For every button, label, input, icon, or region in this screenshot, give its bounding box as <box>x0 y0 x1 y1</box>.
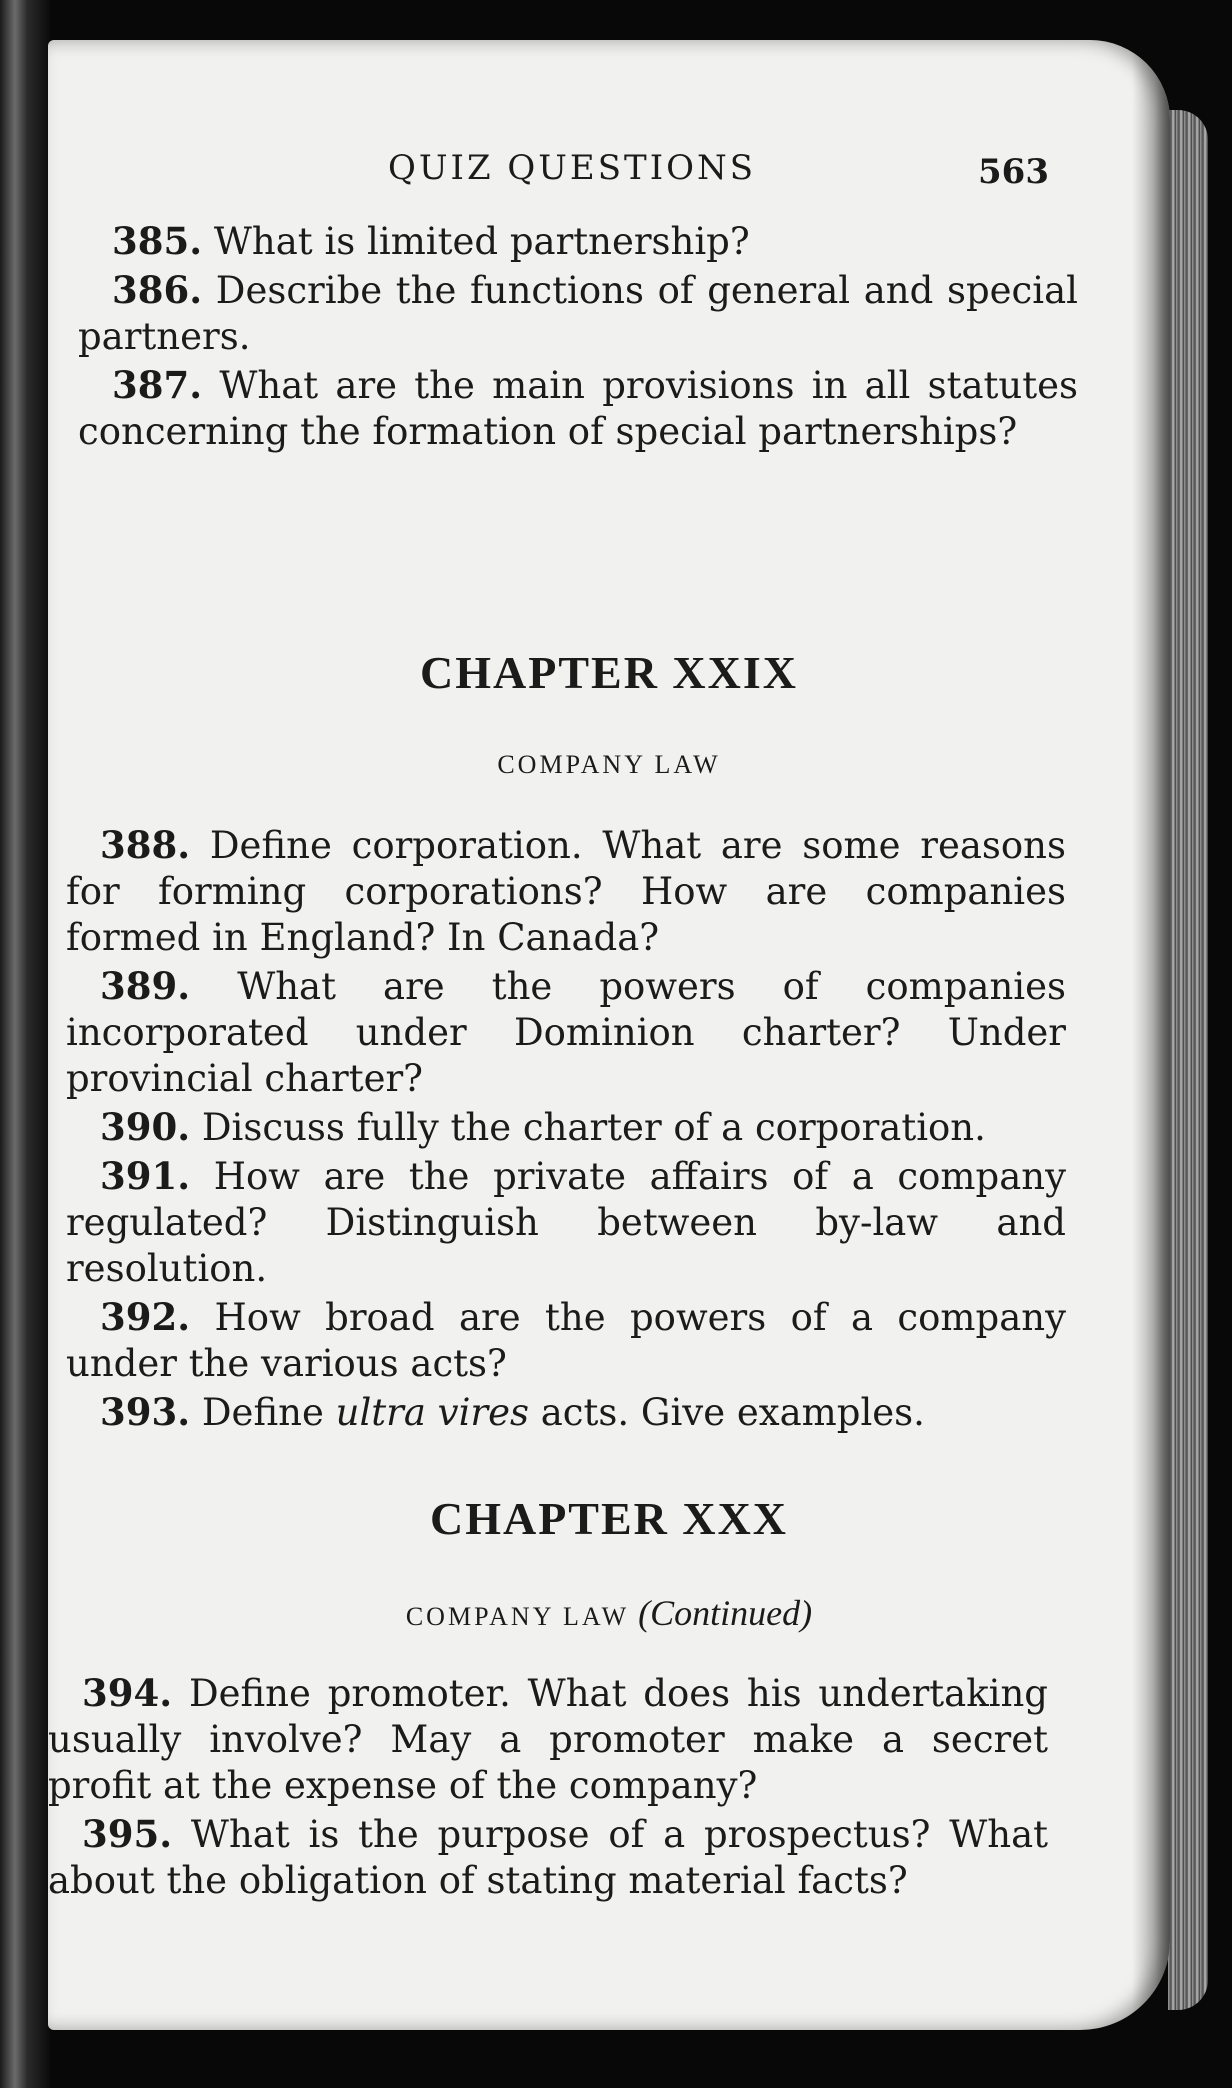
question-385 <box>78 218 1078 265</box>
running-title: QUIZ QUESTIONS <box>388 148 757 188</box>
question-text: Define corporation. What are some reasons for forming corporations? How are companies formed in England? In Canada? <box>66 824 1066 959</box>
page-content <box>48 40 1170 2030</box>
book-page <box>48 40 1170 2030</box>
question-text: What is the purpose of a prospectus? What about the obligation of stating material facts? <box>48 1813 1048 1902</box>
question-393 <box>66 1389 1066 1436</box>
question-text-before: Define <box>201 1391 324 1434</box>
questions-block-partnership <box>78 218 1078 457</box>
question-number: 388. <box>100 823 191 867</box>
page-number: 563 <box>978 152 1049 192</box>
question-387 <box>78 362 1078 455</box>
question-number: 392. <box>100 1295 191 1339</box>
question-number: 394. <box>82 1671 173 1715</box>
question-395 <box>48 1811 1048 1904</box>
question-number: 390. <box>100 1105 191 1149</box>
question-number: 387. <box>112 363 203 407</box>
question-391 <box>66 1153 1066 1292</box>
question-number: 389. <box>100 964 191 1008</box>
question-text: What are the main provisions in all statutes concerning the formation of special partnerships? <box>78 364 1078 453</box>
question-text: How are the private affairs of a company regulated? Distinguish between by-law and resolution. <box>66 1155 1066 1290</box>
question-number: 385. <box>112 219 203 263</box>
question-number: 393. <box>100 1390 191 1434</box>
subheading-title: COMPANY LAW <box>405 1602 629 1631</box>
question-text-after: acts. Give examples. <box>540 1391 925 1434</box>
chapter-subheading-30 <box>48 1592 1170 1634</box>
page-stack-edges <box>1168 110 1208 2010</box>
question-text-italic: ultra vires <box>335 1391 529 1434</box>
question-392 <box>66 1294 1066 1387</box>
question-389 <box>66 963 1066 1102</box>
questions-block-company-law-continued <box>48 1670 1048 1906</box>
question-text: Define promoter. What does his undertaking usually involve? May a promoter make a secret profit at the expense of the company? <box>48 1672 1048 1807</box>
running-head <box>48 148 1170 208</box>
chapter-subheading-29: COMPANY LAW <box>497 750 721 779</box>
question-text: Describe the functions of general and special partners. <box>78 269 1078 358</box>
subheading-continued: (Continued) <box>638 1593 813 1633</box>
question-number: 395. <box>82 1812 173 1856</box>
question-388 <box>66 822 1066 961</box>
chapter-heading-30: CHAPTER XXX <box>429 1493 789 1544</box>
question-394 <box>48 1670 1048 1809</box>
question-text: Discuss fully the charter of a corporation. <box>201 1106 986 1149</box>
chapter-heading-29: CHAPTER XXIX <box>420 647 798 698</box>
question-386 <box>78 267 1078 360</box>
question-text: What are the powers of companies incorporated under Dominion charter? Under provincial charter? <box>66 965 1066 1100</box>
question-number: 386. <box>112 268 203 312</box>
question-390 <box>66 1104 1066 1151</box>
question-text: How broad are the powers of a company under the various acts? <box>66 1296 1066 1385</box>
question-text: What is limited partnership? <box>213 220 750 263</box>
question-number: 391. <box>100 1154 191 1198</box>
questions-block-company-law <box>66 822 1066 1438</box>
book-spine-edge <box>0 0 50 2088</box>
